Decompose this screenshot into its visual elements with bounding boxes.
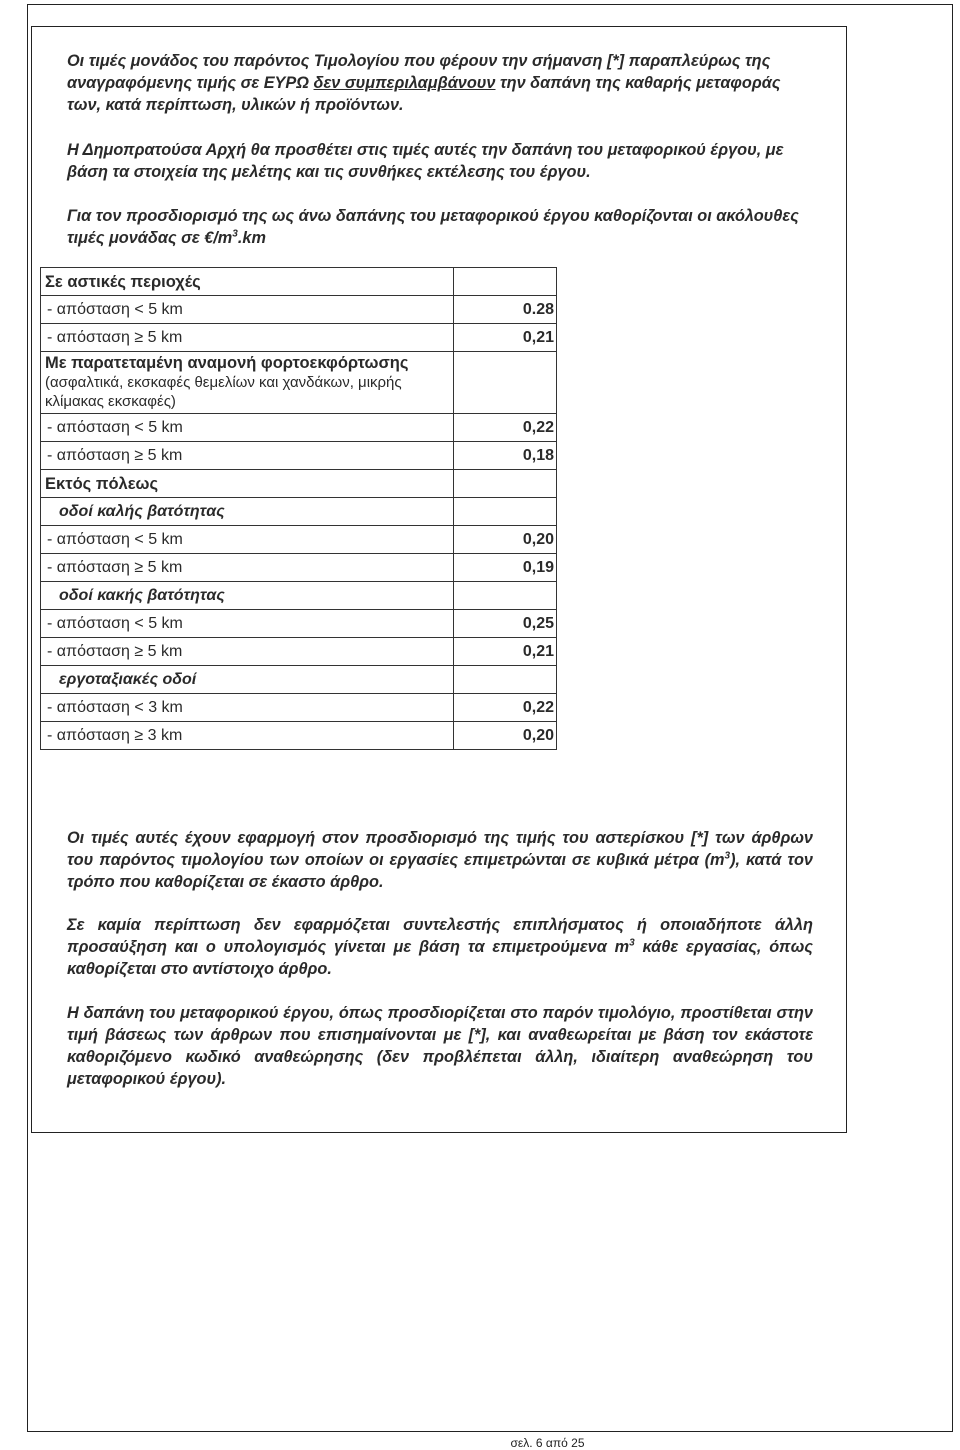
row-label-cell <box>41 324 454 352</box>
row-value: 0,25 <box>454 610 557 638</box>
table-row <box>41 610 557 638</box>
row-value: 0,20 <box>454 526 557 554</box>
intro-p1-text-a: Οι τιμές μονάδος του παρόντος Τιμολογίου που φέρουν την σήμανση [*] παραπλεύρως της αναγραφόμενης τιμής σε ΕΥΡΩ <box>67 52 771 92</box>
row-value <box>454 268 557 296</box>
outro-p4-sup: 3 <box>724 850 731 862</box>
row-label-cell <box>41 296 454 324</box>
table-row <box>41 324 557 352</box>
row-label: - απόσταση ≥ 3 km <box>47 726 183 744</box>
outro-paragraph-1 <box>67 827 813 893</box>
row-value <box>454 666 557 694</box>
row-label: Εκτός πόλεως <box>45 474 159 493</box>
row-label: Σε αστικές περιοχές <box>45 272 201 291</box>
intro-paragraph-3 <box>67 205 813 249</box>
row-label: εργοταξιακές οδοί <box>59 670 197 688</box>
row-value: 0,18 <box>454 442 557 470</box>
row-label-cell <box>41 268 454 296</box>
row-label-cell <box>41 526 454 554</box>
table-row <box>41 352 557 414</box>
intro-p3-text-b: .km <box>237 229 266 247</box>
page-number: σελ. 6 από 25 <box>510 1436 585 1450</box>
row-label: Με παρατεταμένη αναμονή φορτοεκφόρτωσης <box>45 354 409 372</box>
row-label-cell <box>41 442 454 470</box>
row-label: - απόσταση < 5 km <box>47 614 183 632</box>
table-row <box>41 554 557 582</box>
outro-p5-text-b: κάθε εργασίας, όπως καθορίζεται στο αντίστοιχο άρθρο. <box>67 938 813 978</box>
row-value: 0,20 <box>454 722 557 750</box>
row-label: - απόσταση ≥ 5 km <box>47 642 183 660</box>
row-label-cell <box>41 722 454 750</box>
intro-paragraph-2: Η Δημοπρατούσα Αρχή θα προσθέτει στις τιμές αυτές την δαπάνη του μεταφορικού έργου, με βάση τα στοιχεία της μελέτης και τις συνθήκες εκτέλεσης του έργου. <box>67 141 784 181</box>
row-value <box>454 470 557 498</box>
row-label: οδοί καλής βατότητας <box>59 502 225 520</box>
row-label-cell <box>41 554 454 582</box>
row-label: - απόσταση < 3 km <box>47 698 183 716</box>
row-label-cell <box>41 666 454 694</box>
table-row <box>41 442 557 470</box>
table-row <box>41 268 557 296</box>
row-value: 0,21 <box>454 638 557 666</box>
table-row <box>41 582 557 610</box>
row-value: 0,22 <box>454 694 557 722</box>
table-row <box>41 498 557 526</box>
table-row <box>41 694 557 722</box>
transport-rates-table <box>40 267 557 750</box>
table-row <box>41 666 557 694</box>
row-label-cell <box>41 610 454 638</box>
row-label: - απόσταση < 5 km <box>47 530 183 548</box>
outro-paragraph-2 <box>67 914 813 980</box>
row-value: 0,21 <box>454 324 557 352</box>
row-value: 0.28 <box>454 296 557 324</box>
row-label: - απόσταση < 5 km <box>47 300 183 318</box>
row-label: - απόσταση ≥ 5 km <box>47 328 183 346</box>
row-value <box>454 352 557 414</box>
row-label-cell <box>41 694 454 722</box>
outro-p5-sup: 3 <box>629 937 635 949</box>
outro-p4-text-b: ), κατά τον τρόπο που καθορίζεται σε έκαστο άρθρο. <box>67 851 813 891</box>
outro-p5-text-a: Σε καμία περίπτωση δεν εφαρμόζεται συντελεστής επιπλήσματος ή οποιαδήποτε άλλη προσαύξηση και ο υπολογισμός γίνεται με βάση τα επιμετρούμενα m <box>67 916 813 956</box>
row-label: οδοί κακής βατότητας <box>59 586 225 604</box>
row-label-cell <box>41 470 454 498</box>
table-row <box>41 526 557 554</box>
intro-paragraph-1 <box>67 50 813 116</box>
row-label: - απόσταση ≥ 5 km <box>47 446 183 464</box>
row-label-cell <box>41 414 454 442</box>
intro-p3-sup: 3 <box>232 228 238 240</box>
intro-p1-underlined: δεν συμπεριλαμβάνουν <box>313 74 496 92</box>
row-label-cell <box>41 352 454 414</box>
row-label-cell <box>41 582 454 610</box>
row-value: 0,22 <box>454 414 557 442</box>
row-value <box>454 582 557 610</box>
row-label: - απόσταση ≥ 5 km <box>47 558 183 576</box>
intro-p3-text-a: Για τον προσδιορισμό της ως άνω δαπάνης του μεταφορικού έργου καθορίζονται οι ακόλουθες τιμές μονάδας σε €/m <box>67 207 799 247</box>
table-row <box>41 638 557 666</box>
outro-p4-text-a: Οι τιμές αυτές έχουν εφαρμογή στον προσδιορισμό της τιμής του αστερίσκου [*] των άρθρων του παρόντος τιμολογίου των οποίων οι εργασίες επιμετρώνται σε κυβικά μέτρα (m <box>67 829 813 869</box>
table-row <box>41 414 557 442</box>
row-value <box>454 498 557 526</box>
intro-p1-text-b: την δαπάνη της καθαρής μεταφοράς των, κατά περίπτωση, υλικών ή προϊόντων. <box>67 74 781 114</box>
table-row <box>41 470 557 498</box>
row-label: - απόσταση < 5 km <box>47 418 183 436</box>
row-label-cell <box>41 498 454 526</box>
row-note: (ασφαλτικά, εκσκαφές θεμελίων και χανδάκων, μικρής κλίμακας εκσκαφές) <box>45 374 402 410</box>
outro-paragraph-3: Η δαπάνη του μεταφορικού έργου, όπως προσδιορίζεται στο παρόν τιμολόγιο, προστίθεται στην τιμή βάσεως των άρθρων που επισημαίνονται με [*], και αναθεωρείται με βάση τον εκάστοτε καθοριζόμενο κωδικό αναθεώρησης (δεν προβλέπεται άλλη, ιδιαίτερη αναθεώρηση του μεταφορικού έργου). <box>67 1004 813 1088</box>
row-label-cell <box>41 638 454 666</box>
table-row <box>41 722 557 750</box>
row-value: 0,19 <box>454 554 557 582</box>
table-row <box>41 296 557 324</box>
